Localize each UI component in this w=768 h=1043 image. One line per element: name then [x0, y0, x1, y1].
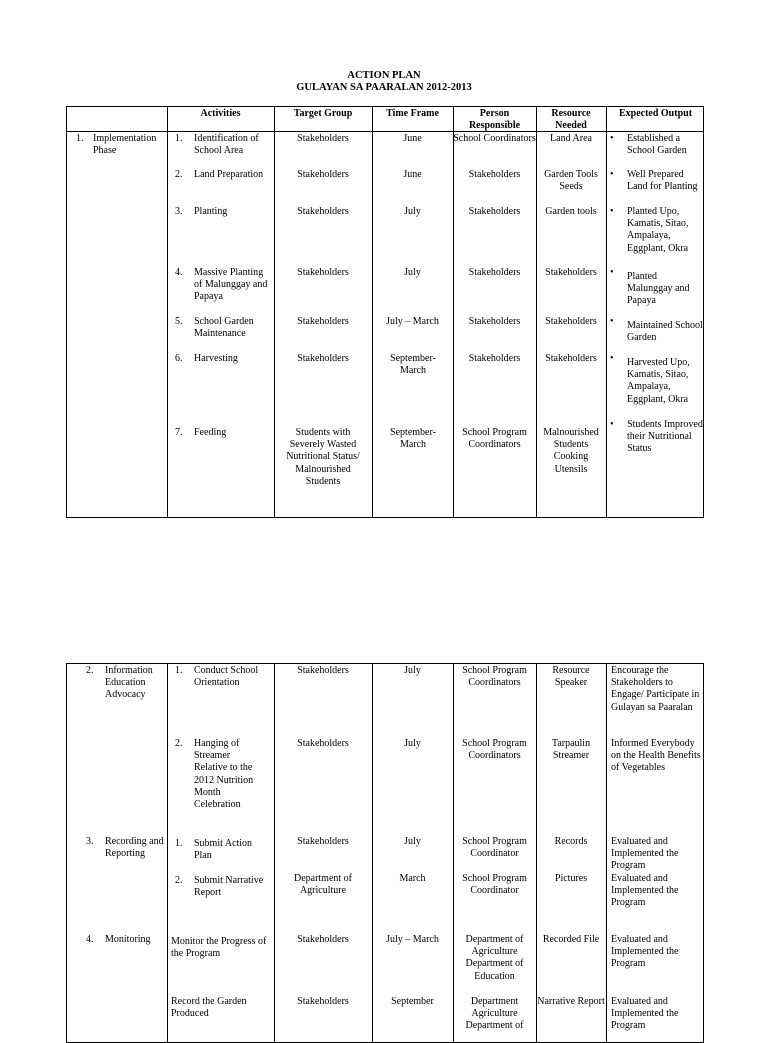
activity-cell: School Garden Maintenance [194, 316, 254, 340]
time-cell: September-March [390, 427, 436, 451]
target-cell: Stakeholders [297, 169, 349, 180]
header-time-frame: Time Frame [386, 108, 439, 119]
phase-label: Implementation Phase [93, 133, 157, 157]
activity-cell: Feeding [194, 427, 227, 438]
time-cell: July – March [386, 934, 439, 945]
output-cell: Encourage the Stakeholders to Engage/ Participate in Gulayan sa Paaralan [611, 665, 700, 713]
phase-label: Recording and Reporting [105, 836, 164, 860]
header-target-group: Target Group [293, 108, 353, 119]
time-cell: July [404, 836, 421, 847]
target-cell: Stakeholders [297, 316, 349, 327]
person-cell: School Program Coordinator [462, 873, 527, 897]
action-plan-table-1 [66, 106, 704, 518]
output-cell: Well Prepared Land for Planting [627, 169, 698, 193]
resource-cell: Records [554, 836, 588, 847]
activity-cell: Conduct School Orientation [194, 665, 259, 689]
document-title: ACTION PLAN [347, 70, 421, 81]
phase-label: Monitoring [105, 934, 151, 945]
bullet-icon: • [610, 353, 614, 364]
phase-number: 3. [86, 836, 94, 847]
activity-cell: Submit Narrative Report [194, 875, 264, 899]
activity-cell: Submit Action Plan [194, 838, 253, 862]
row-number: 6. [175, 353, 183, 364]
row-number: 4. [175, 267, 183, 278]
resource-cell: Pictures [554, 873, 588, 884]
time-cell: March [399, 873, 426, 884]
activity-cell: Land Preparation [194, 169, 264, 180]
target-cell: Stakeholders [297, 836, 349, 847]
bullet-icon: • [610, 133, 614, 144]
activity-cell: Planting [194, 206, 228, 217]
person-cell: Department of Agriculture Department of Education [465, 934, 524, 982]
activity-cell: Identification of School Area [194, 133, 259, 157]
resource-cell: Land Area [550, 133, 592, 144]
output-cell: Evaluated and Implemented the Program [611, 934, 679, 970]
time-cell: June [403, 133, 422, 144]
activity-cell: Hanging of Streamer Relative to the 2012 Nutrition Month Celebration [194, 738, 254, 811]
resource-cell: Malnourished Students Cooking Utensils [543, 427, 599, 475]
header-expected-output: Expected Output [618, 108, 693, 119]
person-cell: Stakeholders [468, 169, 521, 180]
output-cell: Harvested Upo, Kamatis, Sitao, Ampalaya, Eggplant, Okra [627, 357, 690, 405]
document-subtitle: GULAYAN SA PAARALAN 2012-2013 [296, 82, 472, 93]
phase-label: Information Education Advocacy [105, 665, 153, 701]
resource-cell: Garden tools [545, 206, 597, 217]
row-number: 1. [175, 665, 183, 676]
row-number: 2. [175, 875, 183, 886]
target-cell: Stakeholders [297, 353, 349, 364]
time-cell: September-March [390, 353, 436, 377]
activity-cell: Harvesting [194, 353, 238, 364]
resource-cell: Recorded File [542, 934, 600, 945]
resource-cell: Stakeholders [545, 353, 597, 364]
output-cell: Planted Malunggay and Papaya [627, 271, 690, 307]
person-cell: Stakeholders [468, 267, 521, 278]
bullet-icon: • [610, 316, 614, 327]
person-cell: Stakeholders [468, 206, 521, 217]
bullet-icon: • [610, 267, 614, 278]
person-cell: Stakeholders [468, 353, 521, 364]
resource-cell: Stakeholders [545, 267, 597, 278]
target-cell: Stakeholders [297, 267, 349, 278]
phase-number: 4. [86, 934, 94, 945]
time-cell: July [404, 665, 421, 676]
output-cell: Students Improved their Nutritional Status [627, 419, 703, 455]
target-cell: Students with Severely Wasted Nutritional Status/ Malnourished Students [286, 427, 360, 487]
output-cell: Planted Upo, Kamatis, Sitao, Ampalaya, Eggplant, Okra [627, 206, 689, 254]
person-cell: Stakeholders [468, 316, 521, 327]
output-cell: Evaluated and Implemented the Program [611, 996, 679, 1032]
time-cell: July [404, 738, 421, 749]
time-cell: July [404, 267, 421, 278]
row-number: 2. [175, 738, 183, 749]
resource-cell: Garden Tools Seeds [544, 169, 598, 193]
output-cell: Evaluated and Implemented the Program [611, 836, 679, 872]
phase-number: 1. [76, 133, 84, 144]
row-number: 1. [175, 838, 183, 849]
activity-cell: Monitor the Progress of the Program [171, 936, 267, 960]
header-resource-needed: Resource Needed [551, 108, 591, 132]
bullet-icon: • [610, 206, 614, 217]
resource-cell: Resource Speaker [552, 665, 590, 689]
output-cell: Evaluated and Implemented the Program [611, 873, 679, 909]
time-cell: July [404, 206, 421, 217]
resource-cell: Narrative Report [537, 996, 605, 1007]
target-cell: Stakeholders [297, 665, 349, 676]
target-cell: Department of Agriculture [293, 873, 353, 897]
resource-cell: Stakeholders [545, 316, 597, 327]
phase-number: 2. [86, 665, 94, 676]
target-cell: Stakeholders [297, 206, 349, 217]
output-cell: Maintained School Garden [627, 320, 703, 344]
row-number: 2. [175, 169, 183, 180]
header-person-responsible: Person Responsible [468, 108, 521, 132]
person-cell: School Program Coordinators [462, 738, 527, 762]
bullet-icon: • [610, 169, 614, 180]
target-cell: Stakeholders [297, 133, 349, 144]
activity-cell: Record the Garden Produced [171, 996, 247, 1020]
person-cell: School Coordinators [453, 133, 536, 144]
bullet-icon: • [610, 419, 614, 430]
row-number: 5. [175, 316, 183, 327]
person-cell: School Program Coordinators [462, 665, 527, 689]
time-cell: July – March [386, 316, 439, 327]
resource-cell: Tarpaulin Streamer [551, 738, 591, 762]
time-cell: June [403, 169, 422, 180]
row-number: 1. [175, 133, 183, 144]
row-number: 3. [175, 206, 183, 217]
action-plan-table-2 [66, 663, 704, 1043]
output-cell: Established a School Garden [627, 133, 687, 157]
output-cell: Informed Everybody on the Health Benefits of Vegetables [611, 738, 701, 774]
row-number: 7. [175, 427, 183, 438]
target-cell: Stakeholders [297, 934, 349, 945]
header-activities: Activities [200, 108, 241, 119]
target-cell: Stakeholders [297, 996, 349, 1007]
time-cell: September [391, 996, 434, 1007]
target-cell: Stakeholders [297, 738, 349, 749]
person-cell: School Program Coordinators [462, 427, 527, 451]
person-cell: School Program Coordinator [462, 836, 527, 860]
activity-cell: Massive Planting of Malunggay and Papaya [194, 267, 268, 303]
person-cell: Department Agriculture Department of [465, 996, 524, 1032]
